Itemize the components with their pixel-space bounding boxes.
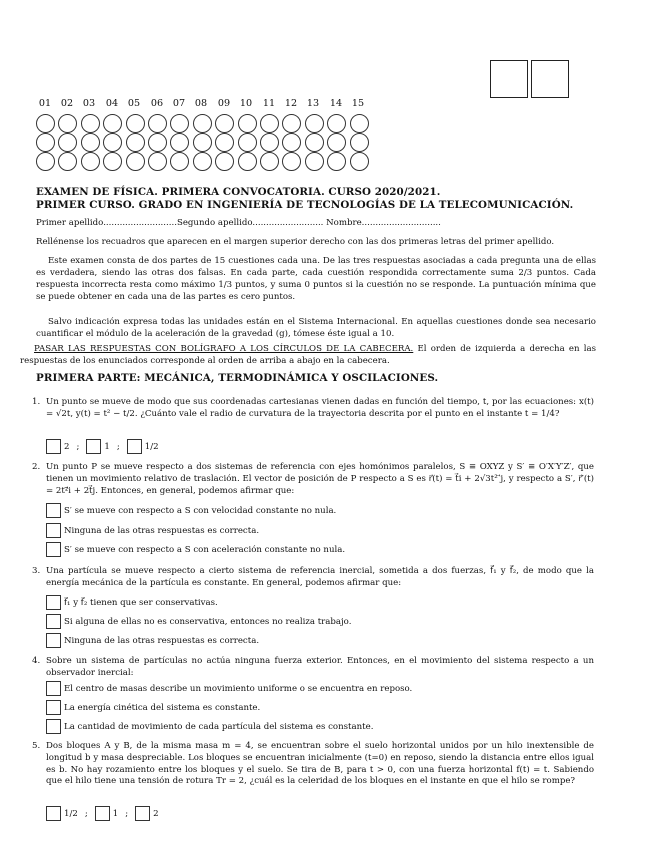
- grid-number: 11: [262, 98, 276, 109]
- answer-option[interactable]: [46, 700, 260, 715]
- question-text: Sobre un sistema de partículas no actúa ninguna fuerza exterior. Entonces, en el movimiento del sistema respecto a un observador inercial:: [46, 656, 594, 678]
- answer-bubble[interactable]: [215, 152, 234, 171]
- exam-subtitle: PRIMER CURSO. GRADO EN INGENIERÍA DE TECNOLOGÍAS DE LA TELECOMUNICACIÓN.: [36, 199, 574, 211]
- answer-option[interactable]: [46, 542, 345, 557]
- option-separator: ;: [125, 809, 129, 819]
- answer-bubble[interactable]: [193, 133, 212, 152]
- answer-checkbox[interactable]: [95, 806, 110, 821]
- answer-checkbox[interactable]: [127, 439, 142, 454]
- answer-bubble[interactable]: [327, 114, 346, 133]
- answer-bubble[interactable]: [58, 133, 77, 152]
- answer-bubble[interactable]: [193, 152, 212, 171]
- option-label: Ninguna de las otras respuestas es correcta.: [64, 526, 260, 536]
- answer-bubble[interactable]: [305, 133, 324, 152]
- answer-bubble[interactable]: [238, 152, 257, 171]
- answer-bubble[interactable]: [305, 152, 324, 171]
- grid-number: 14: [329, 98, 343, 109]
- answer-bubble[interactable]: [215, 114, 234, 133]
- option-separator: ;: [76, 442, 80, 452]
- question-number: 1.: [32, 397, 41, 407]
- option-label: S′ se mueve con respecto a S con aceleración constante no nula.: [64, 545, 346, 555]
- answer-bubble[interactable]: [238, 133, 257, 152]
- answer-bubble[interactable]: [260, 114, 279, 133]
- answer-bubble[interactable]: [58, 114, 77, 133]
- grid-number: 15: [351, 98, 365, 109]
- instructions-p2-text: Salvo indicación expresa todas las unidades están en el Sistema Internacional. En aquellas cuestiones donde sea necesario cuantificar el módulo de la aceleración de la gravedad (g), tómese éste igual a 10.: [36, 317, 596, 339]
- answer-bubble[interactable]: [305, 114, 324, 133]
- answer-option[interactable]: [46, 681, 412, 696]
- answer-checkbox[interactable]: [46, 614, 61, 629]
- instructions-paragraph-2: [36, 316, 596, 340]
- grid-number: 08: [194, 98, 208, 109]
- answer-bubble[interactable]: [238, 114, 257, 133]
- answer-bubble[interactable]: [36, 133, 55, 152]
- answer-option[interactable]: [46, 523, 259, 538]
- answer-option[interactable]: [46, 595, 218, 610]
- answer-instruction-underlined: PASAR LAS RESPUESTAS CON BOLÍGRAFO A LOS CÍRCULOS DE LA CABECERA.: [34, 344, 414, 354]
- part-title: PRIMERA PARTE: MECÁNICA, TERMODINÁMICA Y OSCILACIONES.: [36, 372, 439, 384]
- question-text: Una partícula se mueve respecto a cierto sistema de referencia inercial, sometida a dos fuerzas, f⃗₁ y f⃗₂, de modo que la energía mecánica de la partícula es constante. En general, podemos afirmar que:: [46, 566, 594, 588]
- answer-option[interactable]: [46, 719, 373, 734]
- answer-checkbox[interactable]: [46, 523, 61, 538]
- option-label: 1/2: [64, 809, 78, 819]
- option-label: El centro de masas describe un movimiento uniforme o se encuentra en reposo.: [64, 684, 413, 694]
- inline-options: [46, 439, 159, 454]
- option-label: La energía cinética del sistema es constante.: [64, 703, 261, 713]
- grid-number: 07: [172, 98, 186, 109]
- question-text: Un punto P se mueve respecto a dos sistemas de referencia con ejes homónimos paralelos, S ≡ OXYZ y S′ ≡ O′X′Y′Z′, que tienen un movimiento relativo de traslación. El vector de posición de P respecto a S es r⃗(t) = t⃗i + 2√3t² ⃗j, y respecto a S′, r⃗′(t) = 2t²⃗i + 2t⃗j. Entonces, en general, podemos afirmar que:: [46, 462, 594, 496]
- answer-bubble[interactable]: [58, 152, 77, 171]
- question-text: Dos bloques A y B, de la misma masa m = 4, se encuentran sobre el suelo horizontal unidos por un hilo inextensible de longitud b y masa despreciable. Los bloques se encuentran inicialmente (t=0) en reposo, siendo la distancia entre ellos igual es b. No hay rozamiento entre los bloques y el suelo. Se tira de B, para t > 0, con una fuerza horizontal f(t) = t. Sabiendo que el hilo tiene una tensión de rotura Tr = 2, ¿cuál es la celeridad de los bloques en el instante en que el hilo se rompe?: [46, 741, 594, 787]
- answer-checkbox[interactable]: [46, 806, 61, 821]
- grid-number: 03: [82, 98, 96, 109]
- question-number: 4.: [32, 656, 41, 666]
- question-number: 3.: [32, 566, 41, 576]
- answer-bubble[interactable]: [126, 114, 145, 133]
- answer-bubble[interactable]: [170, 114, 189, 133]
- answer-bubble[interactable]: [36, 114, 55, 133]
- option-label: La cantidad de movimiento de cada partícula del sistema es constante.: [64, 722, 374, 732]
- option-separator: ;: [116, 442, 120, 452]
- grid-number: 02: [60, 98, 74, 109]
- answer-option[interactable]: [46, 503, 336, 518]
- answer-checkbox[interactable]: [46, 595, 61, 610]
- answer-bubble[interactable]: [148, 114, 167, 133]
- instructions-paragraph-3: [20, 343, 596, 367]
- answer-checkbox[interactable]: [46, 719, 61, 734]
- option-label: Ninguna de las otras respuestas es correcta.: [64, 636, 260, 646]
- exam-title: EXAMEN DE FÍSICA. PRIMERA CONVOCATORIA. CURSO 2020/2021.: [36, 186, 441, 198]
- option-label: 2: [153, 809, 159, 819]
- answer-checkbox[interactable]: [46, 503, 61, 518]
- answer-bubble[interactable]: [103, 133, 122, 152]
- option-label: 1: [112, 809, 119, 819]
- answer-option[interactable]: [46, 614, 351, 629]
- question-number: 5.: [32, 741, 41, 751]
- answer-checkbox[interactable]: [46, 439, 61, 454]
- answer-bubble[interactable]: [126, 133, 145, 152]
- answer-bubble[interactable]: [350, 114, 369, 133]
- answer-bubble[interactable]: [81, 152, 100, 171]
- option-label: 2: [64, 442, 70, 452]
- answer-bubble[interactable]: [282, 133, 301, 152]
- answer-bubble[interactable]: [170, 152, 189, 171]
- initial-box-2[interactable]: [531, 60, 569, 98]
- answer-bubble[interactable]: [327, 152, 346, 171]
- answer-bubble[interactable]: [103, 152, 122, 171]
- answer-bubble[interactable]: [81, 133, 100, 152]
- grid-number: 06: [150, 98, 164, 109]
- answer-checkbox[interactable]: [46, 542, 61, 557]
- answer-bubble[interactable]: [36, 152, 55, 171]
- instructions-p1-text: Este examen consta de dos partes de 15 cuestiones cada una. De las tres respuestas asociadas a cada pregunta una de ellas es verdadera, siendo las otras dos falsas. En cada parte, cada cuestión respondida correctamente suma 2/3 puntos. Cada respuesta incorrecta resta como máximo 1/3 puntos, y suma 0 puntos si la cuestión no se responde. La puntuación mínima que se puede obtener en cada una de las partes es cero puntos.: [36, 256, 596, 302]
- answer-bubble[interactable]: [215, 133, 234, 152]
- grid-number: 05: [127, 98, 141, 109]
- answer-bubble[interactable]: [126, 152, 145, 171]
- answer-checkbox[interactable]: [46, 633, 61, 648]
- answer-bubble[interactable]: [193, 114, 212, 133]
- answer-bubble[interactable]: [282, 114, 301, 133]
- grid-number: 13: [306, 98, 320, 109]
- instructions-paragraph-1: [36, 255, 596, 303]
- option-label: S′ se mueve con respecto a S con velocidad constante no nula.: [64, 506, 337, 516]
- answer-bubble[interactable]: [350, 133, 369, 152]
- initial-box-1[interactable]: [490, 60, 528, 98]
- answer-checkbox[interactable]: [46, 700, 61, 715]
- answer-bubble[interactable]: [148, 133, 167, 152]
- answer-bubble[interactable]: [327, 133, 346, 152]
- inline-options: [46, 806, 159, 821]
- answer-bubble[interactable]: [260, 152, 279, 171]
- option-label: f⃗₁ y f⃗₂ tienen que ser conservativas.: [64, 598, 218, 608]
- answer-checkbox[interactable]: [46, 681, 61, 696]
- answer-checkbox[interactable]: [135, 806, 150, 821]
- option-separator: ;: [84, 809, 88, 819]
- option-label: 1: [104, 442, 110, 452]
- grid-number: 01: [38, 98, 52, 109]
- answer-bubble[interactable]: [103, 114, 122, 133]
- grid-number: 10: [239, 98, 253, 109]
- answer-bubble[interactable]: [81, 114, 100, 133]
- answer-bubble[interactable]: [282, 152, 301, 171]
- answer-option[interactable]: [46, 633, 259, 648]
- answer-bubble[interactable]: [260, 133, 279, 152]
- name-fields[interactable]: Primer apellido...........................Segundo apellido.......................... Nombre.............................: [36, 218, 441, 228]
- question-text: Un punto se mueve de modo que sus coordenadas cartesianas vienen dadas en función del tiempo, t, por las ecuaciones: x(t) = √2t, y(t) = t² − t/2. ¿Cuánto vale el radio de curvatura de la trayectoria descrita por el punto en el instante t = 1/4?: [46, 397, 594, 419]
- grid-number: 09: [217, 98, 231, 109]
- answer-instruction-rest: El orden de izquierda a derecha en las respuestas de los enunciados corresponde al orden de arriba a abajo en la cabecera.: [20, 344, 596, 366]
- answer-bubble[interactable]: [170, 133, 189, 152]
- answer-bubble[interactable]: [148, 152, 167, 171]
- question-number: 2.: [32, 462, 41, 472]
- answer-checkbox[interactable]: [86, 439, 101, 454]
- fill-instruction: Rellénense los recuadros que aparecen en el margen superior derecho con las dos primeras letras del primer apellido.: [36, 237, 555, 247]
- option-label: 1/2: [144, 442, 159, 452]
- grid-number: 12: [284, 98, 298, 109]
- option-label: Si alguna de ellas no es conservativa, entonces no realiza trabajo.: [64, 617, 352, 627]
- grid-number: 04: [105, 98, 119, 109]
- answer-bubble[interactable]: [350, 152, 369, 171]
